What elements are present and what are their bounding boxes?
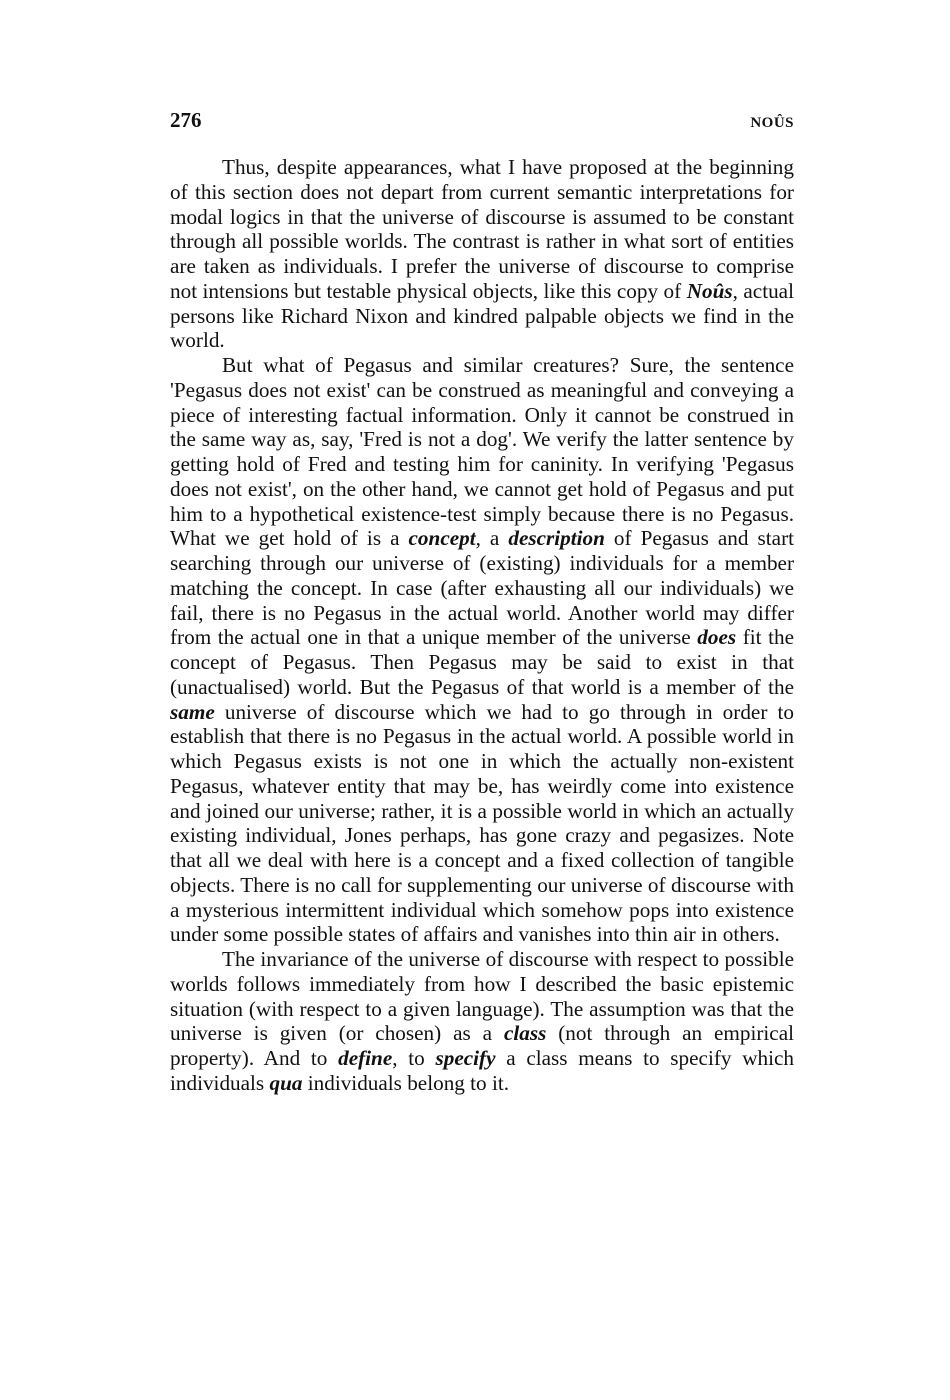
text-run: Thus, despite appearances, what I have proposed at the beginning of this section does not depart from current semantic interpretations for modal logics in that the universe of discourse is assumed to be constant through all possible worlds. The contrast is rather in what sort of entities are taken as individuals. I prefer the universe of discourse to comprise not intensions but testable physical objects, like this copy of (170, 155, 794, 303)
emphasized-text: specify (435, 1046, 496, 1070)
emphasized-text: same (170, 699, 215, 724)
paragraph (170, 155, 794, 353)
page-number: 276 (170, 108, 202, 132)
emphasized-text: description (508, 526, 605, 551)
text-run: individuals belong to it. (302, 1070, 510, 1095)
text-run: of Pegasus and start searching through our universe of (existing) individuals for a member matching the concept. In case (after exhausting all our individuals) we fail, there is no Pegasus in the actual world. Another world may differ from the actual one in that a unique member of the universe (170, 526, 795, 650)
emphasized-text: Noûs (686, 278, 733, 303)
text-run: , to (392, 1046, 436, 1070)
paragraph (170, 947, 794, 1096)
emphasized-text: define (338, 1046, 393, 1070)
text-run: , actual persons like Richard Nixon and kindred palpable objects we find in the world. (170, 278, 794, 353)
journal-title: NOÛS (750, 115, 794, 131)
text-run: universe of discourse which we had to go through in order to establish that there is no Pegasus in the actual world. A possible world in which Pegasus exists is not one in which the actually non-existent Pegasus, whatever entity that may be, has weirdly come into existence and joined our universe; rather, it is a possible world in which an actually existing individual, Jones perhaps, has gone crazy and pegasizes. Note that all we deal with here is a concept and a fixed collection of tangible objects. There is no call for supplementing our universe of discourse with a mysterious intermittent individual which somehow pops into existence under some possible states of affairs and vanishes into thin air in others. (170, 699, 794, 947)
paragraph (170, 353, 794, 947)
text-run: , a (475, 526, 509, 551)
running-head (170, 108, 794, 133)
emphasized-text: does (697, 625, 737, 650)
emphasized-text: class (503, 1021, 547, 1046)
emphasized-text: concept (408, 526, 476, 551)
text-run: The invariance of the universe of discourse with respect to possible worlds follows immediately from how I described the basic epistemic situation (with respect to a given language). The assumption was that the universe is given (or chosen) as a (170, 947, 794, 1046)
journal-page (170, 108, 794, 1096)
text-run: fit the concept of Pegasus. Then Pegasus may be said to exist in that (unactualised) world. But the Pegasus of that world is a member of the (170, 625, 795, 699)
emphasized-text: qua (269, 1070, 303, 1095)
text-run: a class means to specify which individuals (170, 1046, 794, 1095)
body-text (170, 155, 794, 1096)
text-run: But what of Pegasus and similar creatures? Sure, the sentence 'Pegasus does not exist' can be construed as meaningful and conveying a piece of interesting factual information. Only it cannot be construed in the same way as, say, 'Fred is not a dog'. We verify the latter sentence by getting hold of Fred and testing him for caninity. In verifying 'Pegasus does not exist', on the other hand, we cannot get hold of Pegasus and put him to a hypothetical existence-test simply because there is no Pegasus. What we get hold of is a (170, 353, 794, 551)
text-run: (not through an empirical property). And to (170, 1021, 794, 1070)
